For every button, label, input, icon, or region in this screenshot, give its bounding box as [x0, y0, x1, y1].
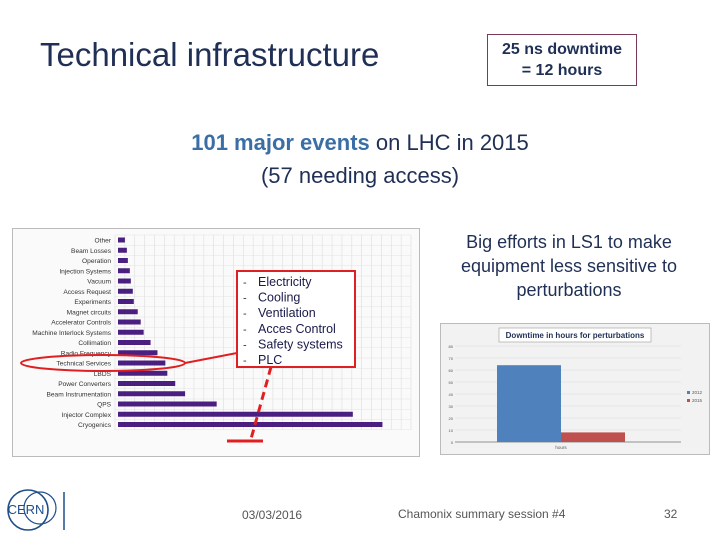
category-label: Access Request: [63, 288, 111, 296]
dashed-connector: [251, 367, 271, 439]
bar-beam-instrumentation: [118, 391, 185, 396]
legend-item-electricity: Electricity: [258, 275, 312, 289]
bar-vacuum: [118, 279, 131, 284]
efforts-text: Big efforts in LS1 to make equipment less sensitive to perturbations: [460, 232, 678, 300]
category-label: Accelerator Controls: [51, 319, 111, 327]
footer-session: Chamonix summary session #4: [398, 507, 566, 521]
legend-bullet: -: [243, 355, 247, 367]
category-label: Vacuum: [87, 278, 111, 286]
headline: [0, 126, 720, 192]
y-tick-label: 60: [448, 368, 453, 373]
category-label: Radio Frequency: [60, 350, 111, 358]
legend-item-ventilation: Ventilation: [258, 306, 316, 321]
bar-other: [118, 238, 125, 243]
subsystem-legend-box: [237, 271, 355, 367]
events-by-system-chart: [12, 228, 420, 457]
y-tick-label: 10: [448, 428, 453, 433]
legend-bullet: -: [243, 277, 247, 289]
category-label: Operation: [82, 258, 111, 265]
legend-label-2015: 2015: [692, 398, 703, 403]
legend-bullet: -: [243, 339, 247, 352]
downtime-comparison-chart: [440, 323, 710, 455]
cern-logo-text: CERN: [7, 502, 45, 517]
headline-highlight: 101 major events: [191, 130, 370, 155]
category-label: Beam Instrumentation: [46, 391, 111, 399]
category-label: Injector Complex: [61, 411, 111, 419]
legend-item-safety-systems: Safety systems: [258, 337, 343, 352]
downtime-callout-box: [487, 34, 637, 86]
callout-line-1: 25 ns downtime: [501, 41, 623, 58]
category-label: Injection Systems: [59, 268, 111, 276]
callout-line-2: = 12 hours: [521, 62, 603, 79]
chart-title: Downtime in hours for perturbations: [505, 331, 645, 340]
bar-injector-complex: [118, 412, 353, 417]
y-tick-label: 70: [448, 356, 453, 361]
bar-collimation: [118, 340, 151, 345]
y-tick-label: 30: [448, 404, 453, 409]
legend-item-cooling: Cooling: [258, 290, 301, 305]
legend-bullet: -: [243, 292, 247, 305]
category-label: Power Converters: [58, 381, 111, 388]
headline-rest: on LHC in 2015: [369, 130, 529, 155]
bar-qps: [118, 402, 217, 407]
legend-bullet: -: [243, 323, 247, 336]
bar-series-2012: [497, 365, 561, 442]
bar-power-converters: [118, 381, 175, 386]
y-tick-label: 20: [448, 416, 453, 421]
category-label: Technical Services: [56, 360, 111, 368]
bar-series-2015: [561, 432, 625, 442]
category-label: Cryogenics: [78, 422, 111, 429]
events-bar-chart-svg: [13, 229, 419, 456]
slide-title: Technical infrastructure: [40, 36, 380, 73]
bar-operation: [118, 258, 128, 263]
footer-date: 03/03/2016: [242, 508, 303, 522]
category-label: LBDS: [93, 370, 111, 378]
headline-line-2: (57 needing access): [260, 163, 460, 188]
downtime-bar-chart-svg: [441, 324, 709, 454]
legend-item-acces-control: Acces Control: [258, 321, 336, 336]
legend-bullet: -: [243, 308, 247, 321]
category-label: QPS: [97, 401, 111, 409]
bar-technical-services: [118, 361, 165, 366]
cern-logo-icon: [4, 480, 70, 538]
bar-magnet-circuits: [118, 309, 138, 314]
footer-page-number: 32: [664, 507, 678, 521]
category-label: Magnet circuits: [66, 309, 111, 317]
category-label: Other: [94, 237, 111, 245]
bar-beam-losses: [118, 248, 127, 253]
legend-item-plc: PLC: [258, 353, 283, 367]
bar-access-request: [118, 289, 133, 294]
bar-cryogenics: [118, 422, 382, 427]
x-category-label: hours: [555, 445, 567, 450]
headline-line-1: [0, 126, 720, 159]
legend-swatch-2015: [687, 399, 690, 402]
bar-accelerator-controls: [118, 320, 141, 325]
y-tick-label: 40: [448, 392, 453, 397]
bar-experiments: [118, 299, 134, 304]
bar-machine-interlock-systems: [118, 330, 144, 335]
bar-injection-systems: [118, 268, 130, 273]
y-tick-label: 80: [448, 344, 453, 349]
category-label: Experiments: [74, 299, 111, 306]
category-label: Machine Interlock Systems: [32, 329, 111, 337]
y-tick-label: 50: [448, 380, 453, 385]
category-label: Beam Losses: [71, 247, 111, 255]
category-label: Collimation: [78, 340, 111, 347]
y-tick-label: 0: [450, 440, 453, 445]
legend-label-2012: 2012: [692, 390, 703, 395]
legend-swatch-2012: [687, 391, 690, 394]
